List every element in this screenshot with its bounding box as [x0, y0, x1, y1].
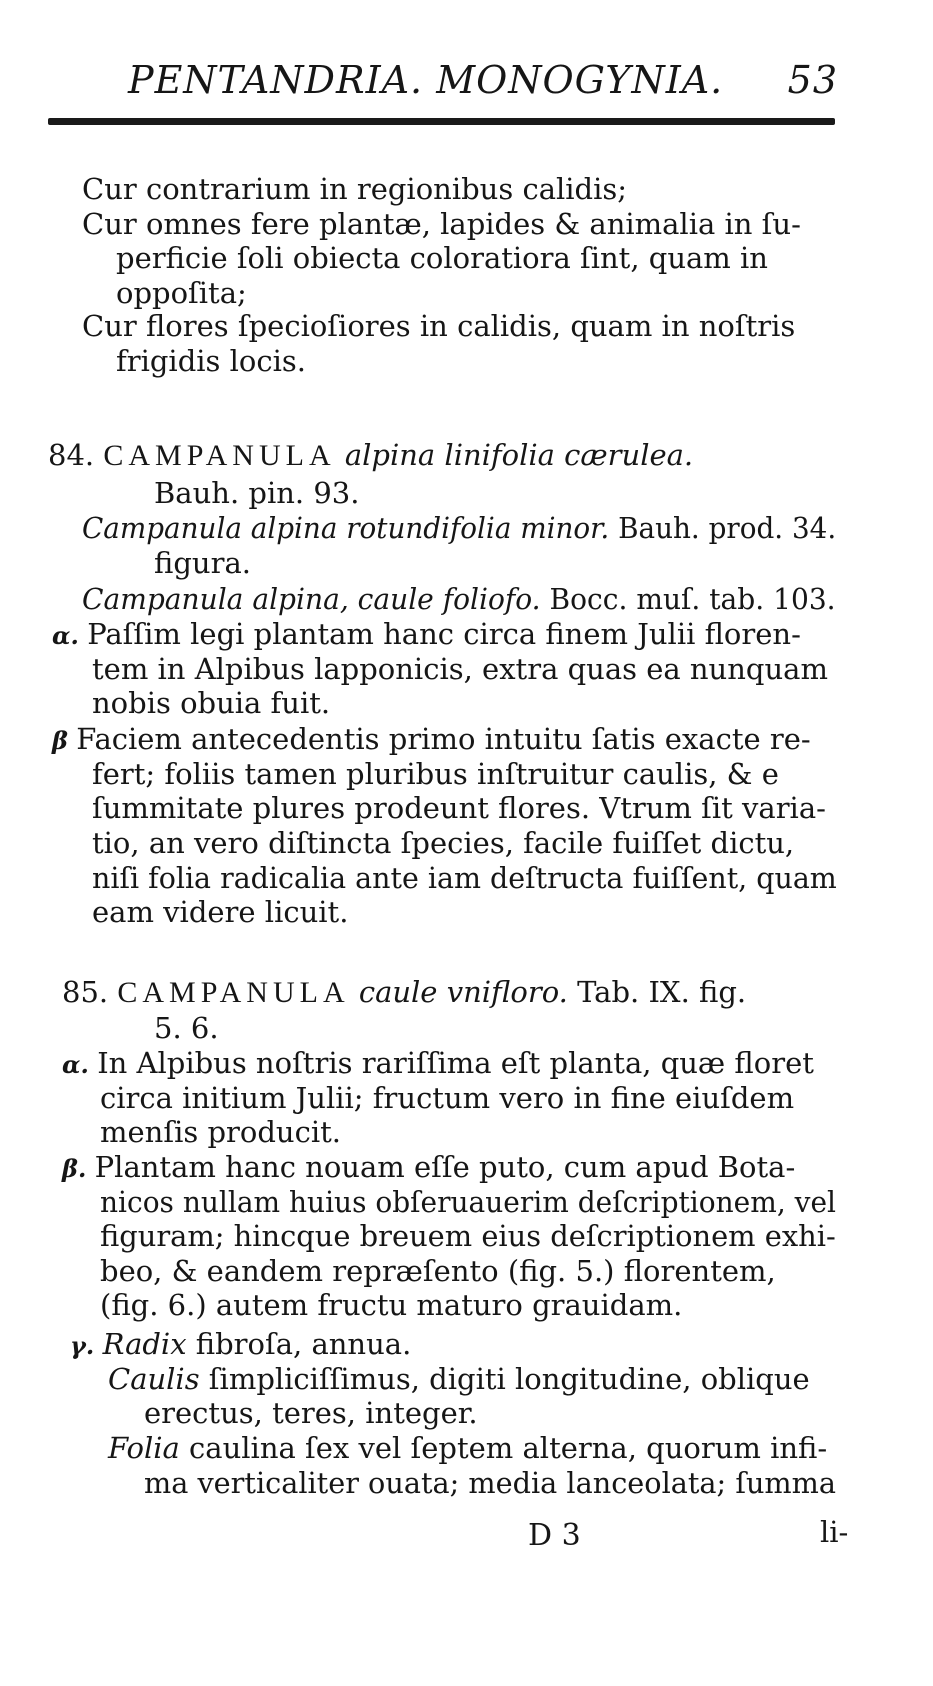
- text-segment: 5. 6.: [154, 1011, 219, 1045]
- catchword: li-: [820, 1515, 849, 1549]
- text-segment: 84.: [48, 438, 104, 472]
- text-segment: Radix: [102, 1327, 187, 1361]
- text-segment: Campanula alpina rotundifolia minor.: [82, 511, 610, 545]
- text-segment: Paſſim legi plantam hanc circa finem Julii floren-: [87, 617, 801, 651]
- text-line: [144, 1396, 478, 1430]
- text-segment: caulina ſex vel ſeptem alterna, quorum infi-: [179, 1431, 828, 1465]
- text-line: [92, 757, 779, 791]
- text-segment: Plantam hanc nouam eſſe puto, cum apud Bota-: [94, 1150, 796, 1184]
- text-line: [62, 1046, 814, 1080]
- text-segment: niſi folia radicalia ante iam deſtructa fuiſſent, quam: [92, 861, 837, 895]
- text-segment: Cur flores ſpecioſiores in calidis, quam in noſtris: [82, 309, 796, 343]
- text-line: [100, 1219, 836, 1253]
- text-line: [82, 582, 836, 616]
- text-segment: fibroſa, annua.: [186, 1327, 412, 1361]
- text-line: [52, 617, 801, 651]
- text-segment: γ.: [70, 1331, 103, 1360]
- text-line: [92, 826, 794, 860]
- text-line: [116, 344, 306, 378]
- text-segment: (fig. 6.) autem fructu maturo grauidam.: [100, 1288, 683, 1322]
- text-segment: tio, an vero diſtincta ſpecies, facile fuiſſet dictu,: [92, 826, 795, 860]
- page-number: 53: [787, 58, 838, 102]
- text-line: [116, 276, 247, 310]
- text-line: [116, 241, 768, 275]
- header-rule: [48, 118, 835, 125]
- text-segment: nicos nullam huius obſeruauerim deſcriptionem, vel: [100, 1185, 837, 1219]
- text-line: [48, 438, 693, 472]
- running-title: PENTANDRIA. MONOGYNIA.: [128, 58, 724, 102]
- text-segment: Campanula alpina, caule foliofo.: [82, 582, 541, 616]
- text-line: [82, 309, 795, 343]
- text-segment: figura.: [154, 546, 251, 580]
- text-segment: beo, & eandem repræſento (fig. 5.) florentem,: [100, 1254, 776, 1288]
- text-line: [154, 476, 359, 510]
- text-line: [100, 1254, 776, 1288]
- text-line: [100, 1288, 682, 1322]
- text-line: [100, 1081, 794, 1115]
- text-segment: fert; foliis tamen pluribus inſtruitur caulis, & e: [92, 757, 779, 791]
- text-line: [70, 1327, 411, 1361]
- text-segment: circa initium Julii; fructum vero in fine eiuſdem: [100, 1081, 795, 1115]
- text-segment: nobis obuia fuit.: [92, 686, 331, 720]
- text-segment: In Alpibus noſtris rariſſima eſt planta, quæ floret: [97, 1046, 814, 1080]
- text-segment: 85.: [62, 975, 118, 1009]
- text-line: [52, 722, 811, 756]
- text-segment: CAMPANULA: [117, 976, 350, 1009]
- text-segment: figuram; hincque breuem eius deſcriptionem exhi-: [100, 1219, 836, 1253]
- text-line: [100, 1115, 341, 1149]
- text-segment: CAMPANULA: [103, 439, 336, 472]
- text-segment: Caulis: [108, 1362, 200, 1396]
- text-line: [82, 207, 801, 241]
- text-line: [62, 1150, 795, 1184]
- text-segment: oppoſita;: [116, 276, 247, 310]
- text-line: [92, 895, 348, 929]
- text-segment: perficie ſoli obiecta coloratiora ſint, quam in: [116, 241, 768, 275]
- text-segment: α.: [52, 621, 88, 650]
- text-segment: tem in Alpibus lapponicis, extra quas ea nunquam: [92, 652, 828, 686]
- text-segment: Bauh. pin. 93.: [154, 476, 360, 510]
- text-line: [92, 686, 330, 720]
- signature-mark: D 3: [528, 1518, 581, 1553]
- text-line: [108, 1431, 827, 1465]
- text-line: [82, 511, 836, 545]
- text-segment: alpina linifolia cærulea.: [335, 438, 694, 472]
- text-segment: erectus, teres, integer.: [144, 1396, 478, 1430]
- text-line: [144, 1466, 836, 1500]
- text-segment: α.: [62, 1050, 98, 1079]
- text-line: [62, 975, 746, 1009]
- text-segment: ſummitate plures prodeunt flores. Vtrum ſit varia-: [92, 791, 826, 825]
- text-line: [92, 652, 828, 686]
- text-line: [100, 1185, 836, 1219]
- text-line: [108, 1362, 810, 1396]
- text-segment: Tab. IX. fig.: [567, 975, 747, 1009]
- running-head: [128, 52, 838, 110]
- text-segment: frigidis locis.: [116, 344, 307, 378]
- text-line: [92, 791, 826, 825]
- text-segment: Folia: [108, 1431, 180, 1465]
- text-line: [82, 172, 627, 206]
- text-segment: Bocc. muſ. tab. 103.: [540, 582, 836, 616]
- text-segment: β.: [62, 1154, 95, 1183]
- text-segment: menſis producit.: [100, 1115, 341, 1149]
- text-segment: β: [52, 726, 77, 755]
- text-segment: Cur contrarium in regionibus calidis;: [82, 172, 628, 206]
- text-segment: eam videre licuit.: [92, 895, 349, 929]
- text-line: [154, 1011, 219, 1045]
- text-segment: ma verticaliter ouata; media lanceolata; ſumma: [144, 1466, 837, 1500]
- text-segment: ſimpliciſſimus, digiti longitudine, oblique: [199, 1362, 810, 1396]
- text-line: [154, 546, 251, 580]
- text-segment: Faciem antecedentis primo intuitu ſatis exacte re-: [76, 722, 811, 756]
- text-line: [92, 861, 837, 895]
- text-segment: Bauh. prod. 34.: [609, 511, 837, 545]
- text-segment: Cur omnes fere plantæ, lapides & animalia in ſu-: [82, 207, 801, 241]
- text-segment: caule vnifloro.: [349, 975, 568, 1009]
